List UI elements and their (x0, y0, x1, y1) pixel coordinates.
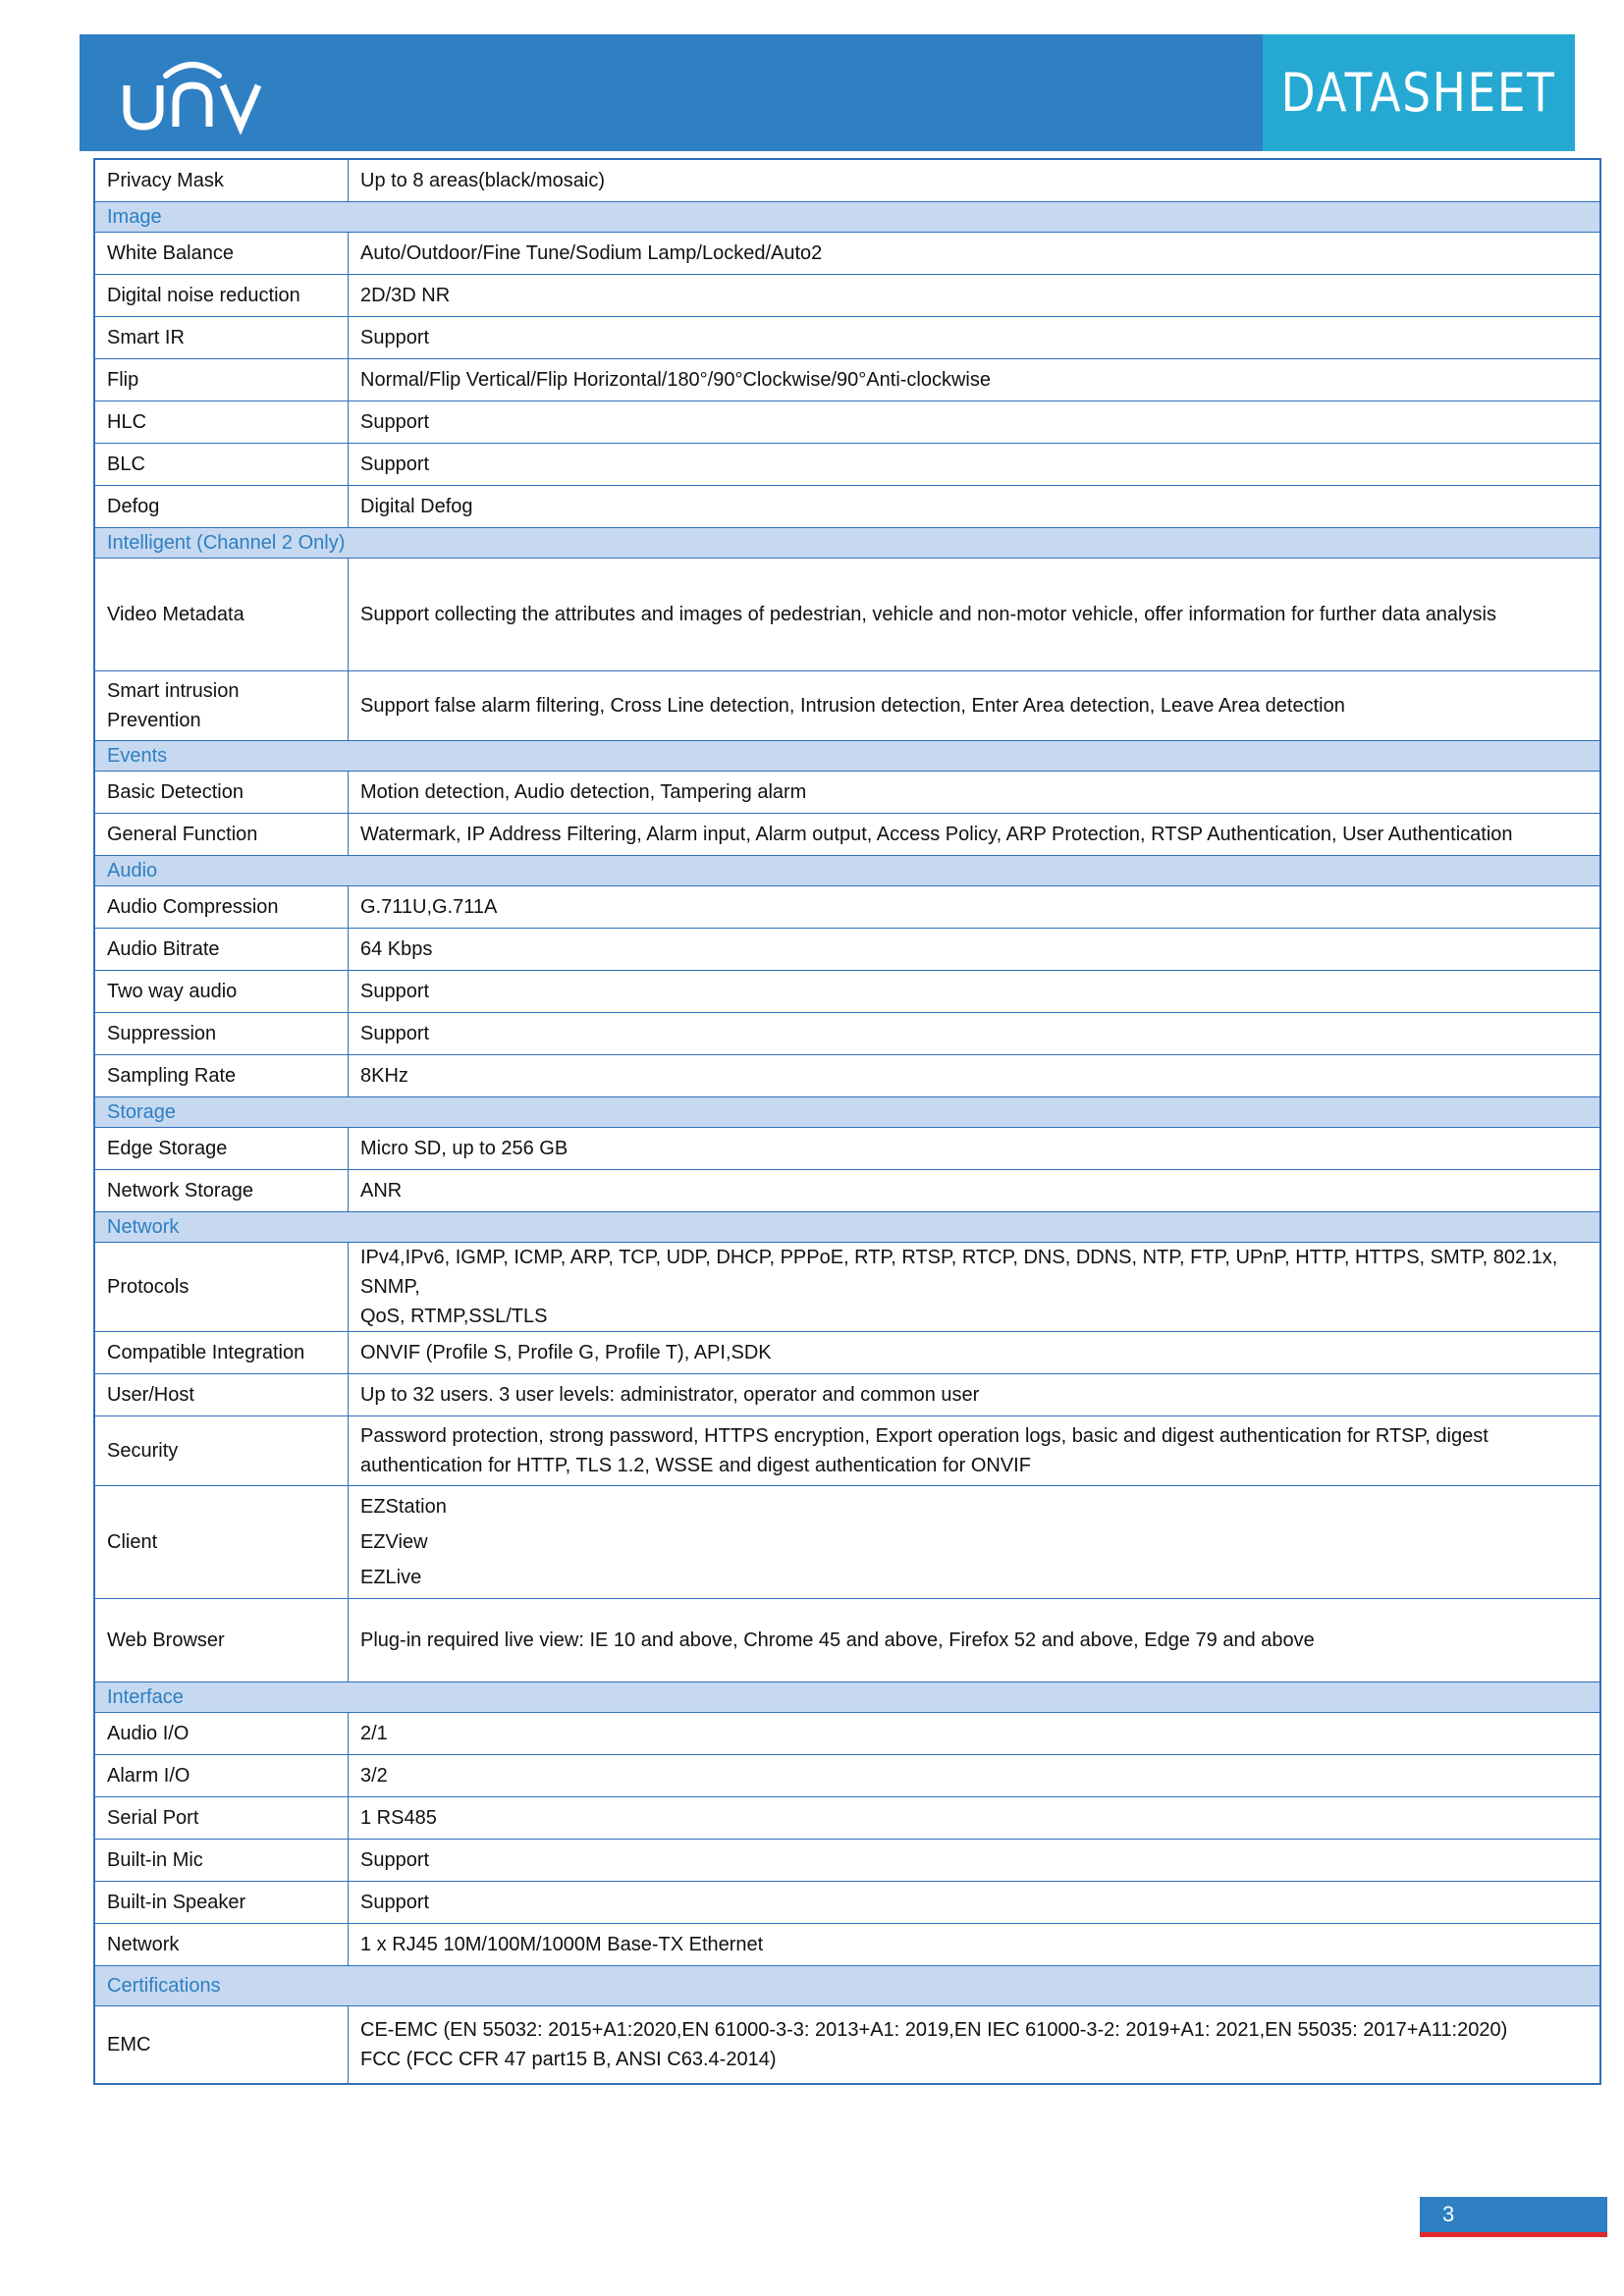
spec-value (349, 1332, 1601, 1374)
spec-value (349, 1128, 1601, 1170)
spec-label: Protocols (94, 1243, 349, 1332)
spec-value-line: IPv4,IPv6, IGMP, ICMP, ARP, TCP, UDP, DHCP, PPPoE, RTP, RTSP, RTCP, DNS, DDNS, NTP, FTP, UPnP, HTTP, HTTPS, SMTP, 802.1x, SNMP, (360, 1247, 1558, 1298)
spec-value-line: Up to 8 areas(black/mosaic) (360, 170, 605, 191)
page-number: 3 (1420, 2197, 1607, 2232)
spec-label: Network (94, 1924, 349, 1966)
spec-value (349, 1924, 1601, 1966)
spec-label: Two way audio (94, 971, 349, 1013)
spec-value (349, 1243, 1601, 1332)
spec-row (94, 1486, 1600, 1599)
section-title: Image (94, 202, 1600, 233)
page-number-underline (1420, 2232, 1607, 2237)
section-title: Certifications (94, 1966, 1600, 2006)
spec-table (93, 158, 1601, 2085)
section-header (94, 1097, 1600, 1128)
spec-value-line: 1 x RJ45 10M/100M/1000M Base-TX Ethernet (360, 1934, 764, 1955)
spec-value-line: 2/1 (360, 1723, 388, 1744)
spec-label: Sampling Rate (94, 1055, 349, 1097)
spec-value-line: CE-EMC (EN 55032: 2015+A1:2020,EN 61000-3-3: 2013+A1: 2019,EN IEC 61000-3-2: 2019+A1: 2021,EN 55035: 2017+A11:2020) (360, 2019, 1508, 2041)
spec-label: Security (94, 1416, 349, 1486)
spec-value (349, 1599, 1601, 1682)
spec-value (349, 317, 1601, 359)
spec-value-line: Password protection, strong password, HTTPS encryption, Export operation logs, basic and digest authentication for RTSP, digest (360, 1425, 1489, 1447)
spec-row (94, 275, 1600, 317)
spec-value (349, 1840, 1601, 1882)
spec-row (94, 1416, 1600, 1486)
spec-label: Suppression (94, 1013, 349, 1055)
section-title: Audio (94, 856, 1600, 886)
spec-value (349, 233, 1601, 275)
spec-row (94, 1797, 1600, 1840)
spec-label: Built-in Mic (94, 1840, 349, 1882)
spec-label: Video Metadata (94, 559, 349, 671)
spec-row (94, 772, 1600, 814)
spec-value (349, 1755, 1601, 1797)
spec-row (94, 233, 1600, 275)
spec-label: EMC (94, 2006, 349, 2085)
spec-value (349, 1797, 1601, 1840)
spec-value-line: EZView (360, 1531, 428, 1553)
spec-value-line: 1 RS485 (360, 1807, 437, 1829)
spec-value-line: ANR (360, 1180, 403, 1201)
spec-value-line: EZLive (360, 1567, 422, 1588)
spec-value-line: Normal/Flip Vertical/Flip Horizontal/180°/90°Clockwise/90°Anti-clockwise (360, 369, 992, 391)
spec-value-line: QoS, RTMP,SSL/TLS (360, 1306, 548, 1327)
spec-value-line: G.711U,G.711A (360, 896, 498, 918)
spec-row (94, 814, 1600, 856)
spec-label: Compatible Integration (94, 1332, 349, 1374)
spec-value-line: Up to 32 users. 3 user levels: administrator, operator and common user (360, 1384, 980, 1406)
section-header (94, 528, 1600, 559)
datasheet-banner (1263, 34, 1575, 151)
spec-label: Network Storage (94, 1170, 349, 1212)
spec-row (94, 359, 1600, 401)
spec-label: Basic Detection (94, 772, 349, 814)
spec-value-line: Support collecting the attributes and images of pedestrian, vehicle and non-motor vehicle, offer information for further data analysis (360, 604, 1496, 625)
spec-value-line: Support (360, 454, 430, 475)
spec-value-line: Support (360, 327, 430, 348)
spec-value (349, 1882, 1601, 1924)
spec-value-line: Support (360, 1892, 430, 1913)
spec-value-line: ONVIF (Profile S, Profile G, Profile T), API,SDK (360, 1342, 772, 1363)
spec-row (94, 1170, 1600, 1212)
spec-row (94, 1599, 1600, 1682)
spec-row (94, 1840, 1600, 1882)
section-header (94, 202, 1600, 233)
spec-row (94, 444, 1600, 486)
spec-value (349, 159, 1601, 202)
spec-row (94, 486, 1600, 528)
spec-value (349, 1055, 1601, 1097)
spec-label: Digital noise reduction (94, 275, 349, 317)
spec-label: Built-in Speaker (94, 1882, 349, 1924)
spec-row (94, 2006, 1600, 2085)
spec-value-line: Motion detection, Audio detection, Tampering alarm (360, 781, 807, 803)
spec-label: Web Browser (94, 1599, 349, 1682)
spec-row (94, 1128, 1600, 1170)
page-header (80, 34, 1575, 151)
spec-row (94, 886, 1600, 929)
spec-label: Flip (94, 359, 349, 401)
spec-row (94, 1374, 1600, 1416)
section-title: Events (94, 741, 1600, 772)
spec-row (94, 1013, 1600, 1055)
spec-value-line: Plug-in required live view: IE 10 and above, Chrome 45 and above, Firefox 52 and above, Edge 79 and above (360, 1629, 1315, 1651)
spec-label: Audio Compression (94, 886, 349, 929)
spec-value (349, 559, 1601, 671)
spec-value (349, 971, 1601, 1013)
section-header (94, 1212, 1600, 1243)
section-header (94, 741, 1600, 772)
spec-value-line: Micro SD, up to 256 GB (360, 1138, 568, 1159)
spec-row (94, 317, 1600, 359)
spec-value-line: Support (360, 1023, 430, 1044)
datasheet-title: DATASHEET (1281, 62, 1556, 124)
spec-value-line: authentication for HTTP, TLS 1.2, WSSE and digest authentication for ONVIF (360, 1455, 1031, 1476)
section-header (94, 1682, 1600, 1713)
section-header (94, 856, 1600, 886)
spec-value (349, 401, 1601, 444)
spec-value-line: Support false alarm filtering, Cross Line detection, Intrusion detection, Enter Area detection, Leave Area detection (360, 695, 1345, 717)
spec-value-line: 8KHz (360, 1065, 408, 1087)
spec-value (349, 772, 1601, 814)
spec-value (349, 1013, 1601, 1055)
spec-value (349, 1713, 1601, 1755)
spec-value-line: FCC (FCC CFR 47 part15 B, ANSI C63.4-2014) (360, 2049, 777, 2070)
spec-row (94, 401, 1600, 444)
spec-label: Serial Port (94, 1797, 349, 1840)
spec-value (349, 1416, 1601, 1486)
spec-value (349, 359, 1601, 401)
spec-label: General Function (94, 814, 349, 856)
section-title: Interface (94, 1682, 1600, 1713)
section-title: Storage (94, 1097, 1600, 1128)
spec-value (349, 486, 1601, 528)
spec-label: BLC (94, 444, 349, 486)
spec-value (349, 444, 1601, 486)
section-header (94, 1966, 1600, 2006)
spec-value-line: Support (360, 1849, 430, 1871)
spec-label: Privacy Mask (94, 159, 349, 202)
spec-value-line: 3/2 (360, 1765, 388, 1787)
spec-value (349, 929, 1601, 971)
spec-value-line: 2D/3D NR (360, 285, 451, 306)
spec-label: Edge Storage (94, 1128, 349, 1170)
spec-label: Smart intrusion Prevention (94, 671, 349, 741)
spec-label: User/Host (94, 1374, 349, 1416)
spec-value (349, 671, 1601, 741)
spec-value (349, 275, 1601, 317)
unv-logo (119, 56, 266, 134)
spec-value-line: 64 Kbps (360, 938, 433, 960)
spec-row (94, 159, 1600, 202)
spec-value (349, 814, 1601, 856)
spec-label: Alarm I/O (94, 1755, 349, 1797)
spec-row (94, 1755, 1600, 1797)
spec-label: Client (94, 1486, 349, 1599)
spec-value-line: Watermark, IP Address Filtering, Alarm input, Alarm output, Access Policy, ARP Protection, RTSP Authentication, User Authentication (360, 824, 1513, 845)
spec-label: Defog (94, 486, 349, 528)
spec-value-line: Digital Defog (360, 496, 473, 517)
spec-row (94, 1055, 1600, 1097)
spec-row (94, 929, 1600, 971)
spec-value (349, 2006, 1601, 2085)
spec-row (94, 971, 1600, 1013)
section-title: Intelligent (Channel 2 Only) (94, 528, 1600, 559)
spec-value (349, 1486, 1601, 1599)
spec-value (349, 886, 1601, 929)
spec-value-line: Support (360, 411, 430, 433)
spec-label: Audio Bitrate (94, 929, 349, 971)
spec-value-line: Auto/Outdoor/Fine Tune/Sodium Lamp/Locked/Auto2 (360, 242, 823, 264)
spec-label: HLC (94, 401, 349, 444)
spec-label: Smart IR (94, 317, 349, 359)
spec-row (94, 1713, 1600, 1755)
spec-value (349, 1374, 1601, 1416)
spec-row (94, 671, 1600, 741)
section-title: Network (94, 1212, 1600, 1243)
spec-value-line: EZStation (360, 1496, 447, 1518)
spec-row (94, 1924, 1600, 1966)
spec-row (94, 1882, 1600, 1924)
spec-value-line: Support (360, 981, 430, 1002)
spec-row (94, 1332, 1600, 1374)
spec-label: White Balance (94, 233, 349, 275)
spec-row (94, 559, 1600, 671)
spec-value (349, 1170, 1601, 1212)
spec-row (94, 1243, 1600, 1332)
spec-label: Audio I/O (94, 1713, 349, 1755)
